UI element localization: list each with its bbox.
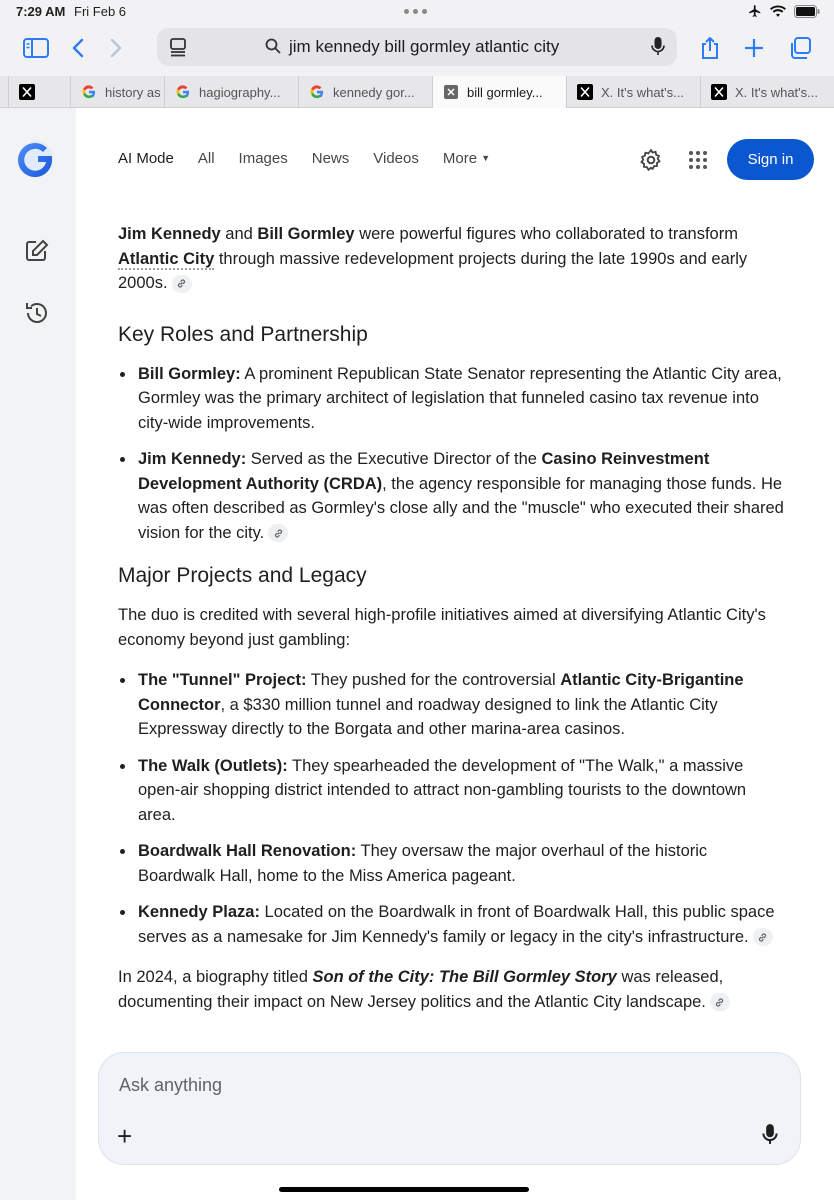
search-header [76, 108, 834, 208]
role-bold: Casino Reinvestment Development Authority (CRDA) [138, 450, 710, 493]
role-term: Jim Kennedy: [138, 450, 247, 468]
project-term: Kennedy Plaza: [138, 903, 260, 921]
status-icons [748, 4, 820, 18]
intro-paragraph [118, 222, 788, 296]
tab-3[interactable] [164, 76, 298, 108]
source-link-icon[interactable] [268, 524, 288, 542]
new-chat-icon[interactable] [24, 238, 50, 264]
ai-answer [118, 220, 788, 1014]
roles-list [118, 362, 788, 546]
tab-news[interactable]: News [311, 150, 350, 167]
battery-icon [794, 5, 820, 18]
section-heading-roles: Key Roles and Partnership [118, 322, 368, 346]
tab-1[interactable] [8, 76, 70, 108]
caret-down-icon: ▼ [481, 153, 491, 163]
source-link-icon[interactable] [753, 928, 773, 946]
address-bar-query[interactable]: jim kennedy bill gormley atlantic city [289, 37, 560, 56]
tab-videos[interactable]: Videos [373, 150, 419, 167]
voice-input-icon[interactable] [762, 1123, 778, 1145]
tab-all[interactable]: All [197, 150, 215, 167]
project-bold: Atlantic City-Brigantine Connector [138, 671, 744, 714]
closing-pre: In 2024, a biography titled [118, 968, 313, 986]
projects-list [118, 668, 788, 949]
tab-4[interactable] [298, 76, 432, 108]
tab-overview-icon[interactable] [784, 34, 816, 62]
share-icon[interactable] [694, 34, 726, 62]
gear-icon[interactable] [639, 148, 663, 172]
project-term: The "Tunnel" Project: [138, 671, 307, 689]
project-text: , a $330 million tunnel and roadway designed to link the Atlantic City Expressway directly to the Borgata and other marina-area casinos. [138, 695, 718, 738]
project-term: The Walk (Outlets): [138, 756, 288, 775]
projects-intro: The duo is credited with several high-profile initiatives aimed at diversifying Atlantic City's economy beyond just gambling: [118, 606, 766, 649]
close-icon[interactable] [443, 84, 459, 100]
forward-icon[interactable] [100, 34, 132, 62]
list-item [118, 900, 788, 949]
intro-mid: were powerful figures who collaborated to transform [354, 225, 738, 243]
role-text: , the agency responsible for managing those funds. He was often described as Gormley's close ally and the "muscle" who executed their shared vision for the city. [138, 474, 784, 542]
home-indicator[interactable] [279, 1187, 529, 1192]
source-link-icon[interactable] [710, 993, 730, 1011]
ai-sidebar [0, 108, 76, 1200]
project-text: Located on the Boardwalk in front of Boardwalk Hall, this public space serves as a namesake for Jim Kennedy's family or legacy in the city's infrastructure. [138, 903, 775, 946]
sign-in-button[interactable]: Sign in [727, 139, 814, 180]
reader-icon[interactable] [169, 37, 187, 57]
book-title: Son of the City: The Bill Gormley Story [312, 968, 617, 986]
google-logo-icon[interactable] [12, 138, 58, 178]
history-icon[interactable] [24, 300, 50, 326]
tab-label: bill gormley... [467, 84, 543, 100]
google-icon [309, 84, 325, 100]
tab-label: X. It's what's... [601, 84, 684, 100]
x-icon [711, 84, 727, 100]
intro-end: through massive redevelopment projects during the late 1990s and early 2000s. [118, 249, 748, 292]
ask-input-box[interactable] [98, 1052, 801, 1165]
list-item [118, 362, 788, 436]
multitasking-dots[interactable] [404, 9, 427, 14]
wifi-icon [770, 5, 786, 18]
tab-label: hagiography... [199, 84, 281, 100]
status-date: Fri Feb 6 [74, 4, 127, 19]
source-link-icon[interactable] [172, 275, 192, 293]
section-heading-projects: Major Projects and Legacy [118, 564, 367, 587]
role-text: A prominent Republican State Senator representing the Atlantic City area, Gormley was the primary architect of legislation that funneled casino tax revenue into city-wide improvements. [138, 364, 782, 432]
list-item [118, 668, 788, 742]
tab-7[interactable] [700, 76, 834, 108]
tab-more[interactable] [443, 150, 490, 167]
address-bar[interactable] [157, 28, 677, 66]
google-icon [175, 84, 191, 100]
sidebar-toggle-icon[interactable] [20, 34, 52, 62]
tab-label: history as [105, 84, 161, 100]
role-pre: Served as the Executive Director of the [246, 450, 542, 468]
role-term: Bill Gormley: [138, 364, 241, 383]
tab-6[interactable] [566, 76, 700, 108]
list-item [118, 447, 788, 545]
microphone-icon[interactable] [651, 36, 665, 56]
project-text: They oversaw the major overhaul of the historic Boardwalk Hall, home to the Miss America pageant. [138, 842, 708, 885]
tab-edge [0, 76, 8, 108]
tab-strip [0, 76, 834, 108]
google-icon [81, 84, 97, 100]
x-icon [577, 84, 593, 100]
new-tab-icon[interactable] [738, 34, 770, 62]
ask-input-placeholder[interactable]: Ask anything [119, 1075, 223, 1095]
intro-and: and [220, 225, 258, 243]
tab-label: X. It's what's... [735, 84, 818, 100]
intro-place-link[interactable]: Atlantic City [118, 249, 215, 268]
project-term: Boardwalk Hall Renovation: [138, 842, 357, 860]
list-item [118, 754, 788, 828]
back-icon[interactable] [62, 34, 94, 62]
airplane-icon [748, 4, 762, 18]
intro-name-gormley: Bill Gormley [257, 225, 355, 243]
add-attachment-button[interactable]: + [117, 1121, 133, 1151]
apps-grid-icon[interactable] [688, 150, 708, 170]
tab-5-active[interactable] [432, 76, 566, 108]
status-time: 7:29 AM [16, 4, 66, 19]
project-text: They spearheaded the development of "The Walk," a massive open-air shopping district intended to attract non-gambling tourists to the downtown area. [138, 756, 747, 824]
tab-ai-mode[interactable]: AI Mode [118, 150, 174, 167]
x-icon [19, 84, 35, 100]
closing-post: was released, documenting their impact on New Jersey politics and the Atlantic City landscape. [118, 968, 724, 1011]
status-bar [0, 0, 834, 24]
search-icon [265, 38, 281, 54]
intro-name-kennedy: Jim Kennedy [118, 225, 221, 243]
browser-toolbar [0, 24, 834, 76]
list-item [118, 839, 788, 888]
tab-images[interactable]: Images [238, 150, 288, 167]
tab-2[interactable] [70, 76, 164, 108]
tab-label: kennedy gor... [333, 84, 415, 100]
search-nav-tabs [118, 150, 514, 167]
closing-paragraph [118, 965, 788, 1014]
tab-more-label: More [442, 150, 478, 167]
project-pre: They pushed for the controversial [306, 671, 561, 689]
